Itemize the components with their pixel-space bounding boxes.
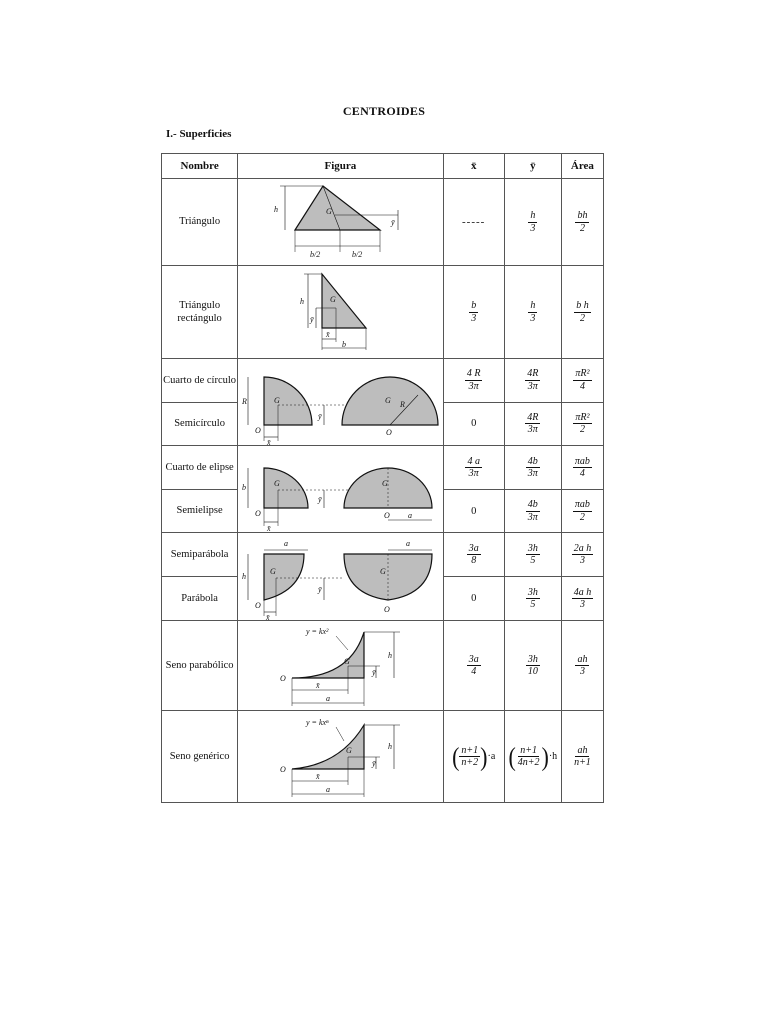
x-bar-numerator: n+1 xyxy=(461,744,479,756)
label-a-parabola: a xyxy=(406,538,411,548)
area-numerator: πab xyxy=(574,499,590,510)
row-y-bar xyxy=(504,266,561,359)
header-area: Área xyxy=(561,154,603,179)
ellipse-figure xyxy=(238,446,443,533)
area-denominator: 3 xyxy=(579,599,585,610)
area-numerator: ah xyxy=(577,744,588,756)
label-g: G xyxy=(270,566,277,576)
label-r: R xyxy=(242,397,248,406)
right-paren: ) xyxy=(541,740,549,771)
y-bar-suffix: ·h xyxy=(548,751,558,762)
label-y-bar: ȳ xyxy=(391,218,395,227)
label-x-bar: x̄ xyxy=(316,771,320,781)
area-numerator: b h xyxy=(576,300,589,311)
x-bar-numerator: 3a xyxy=(468,542,479,554)
y-bar-denominator: 3 xyxy=(530,312,536,324)
label-g: G xyxy=(330,295,337,304)
y-bar-numerator: h xyxy=(530,300,536,311)
parabolic-spandrel-figure xyxy=(238,621,443,711)
centroids-table xyxy=(161,153,604,803)
area-denominator: 4 xyxy=(579,468,585,479)
label-x-bar: x̄ xyxy=(316,680,320,690)
parabolic-spandrel-diagram xyxy=(240,622,440,710)
row-y-bar xyxy=(504,402,561,446)
row-name: Parábola xyxy=(162,577,238,621)
area-denominator: 2 xyxy=(579,222,585,234)
row-area xyxy=(561,402,603,446)
row-y-bar xyxy=(504,577,561,621)
triangle-figure xyxy=(238,179,443,266)
y-bar-numerator: 3h xyxy=(527,586,538,598)
label-g: G xyxy=(326,207,333,216)
table-row xyxy=(162,711,604,803)
table-row xyxy=(162,621,604,711)
label-x-bar: x̄ xyxy=(266,612,270,620)
x-bar-suffix: ·a xyxy=(487,751,496,762)
x-bar-denominator: 8 xyxy=(471,555,477,566)
row-area xyxy=(561,577,603,621)
row-y-bar xyxy=(504,533,561,577)
label-y-bar: ȳ xyxy=(372,667,376,677)
triangle-diagram xyxy=(240,180,440,264)
row-x-bar xyxy=(443,711,504,803)
label-o-semicircle: O xyxy=(386,428,393,437)
area-denominator: 2 xyxy=(579,511,585,523)
y-bar-numerator: 4b xyxy=(527,499,538,510)
row-y-bar xyxy=(504,711,561,803)
label-o: O xyxy=(280,673,287,683)
row-name: Seno genérico xyxy=(162,711,238,803)
label-curve-parabolic: y = kx² xyxy=(306,626,329,636)
label-a: a xyxy=(326,693,331,703)
y-bar-numerator: 4R xyxy=(527,411,539,423)
row-y-bar xyxy=(504,621,561,711)
label-g: G xyxy=(346,745,353,755)
y-bar-denominator: 3π xyxy=(527,380,538,392)
row-name: Triángulo rectángulo xyxy=(162,266,238,359)
label-y-bar: ȳ xyxy=(318,495,322,504)
label-curve-generic: y = kxⁿ xyxy=(306,717,329,727)
area-numerator: πab xyxy=(574,455,590,467)
row-area xyxy=(561,266,603,359)
area-numerator: πR² xyxy=(575,368,590,380)
label-h: h xyxy=(388,650,393,660)
label-b: b xyxy=(342,340,347,349)
label-g: G xyxy=(274,479,281,488)
left-paren: ( xyxy=(508,740,516,771)
right-triangle-figure xyxy=(238,266,443,359)
label-g: G xyxy=(344,656,351,666)
x-bar-value: 0 xyxy=(471,418,477,430)
label-b-half-left: b/2 xyxy=(310,250,321,259)
table-header-row xyxy=(162,154,604,179)
y-bar-numerator: n+1 xyxy=(520,744,538,756)
ellipse-diagram xyxy=(240,446,440,532)
table-row xyxy=(162,446,604,490)
area-numerator: πR² xyxy=(575,411,590,423)
label-y-bar: ȳ xyxy=(318,584,322,594)
area-numerator: ah xyxy=(577,653,588,665)
row-x-bar xyxy=(443,533,504,577)
header-x-bar: x̄ xyxy=(443,154,504,179)
row-name: Semielipse xyxy=(162,490,238,533)
row-y-bar xyxy=(504,179,561,266)
row-name: Cuarto de círculo xyxy=(162,359,238,403)
label-a: a xyxy=(284,538,289,548)
label-h: h xyxy=(242,571,247,581)
label-a: a xyxy=(408,511,413,520)
left-paren: ( xyxy=(452,740,460,771)
row-x-bar xyxy=(443,179,504,266)
page-title: CENTROIDES xyxy=(342,104,426,118)
label-o: O xyxy=(255,509,262,518)
table-row xyxy=(162,533,604,577)
label-o: O xyxy=(255,600,262,610)
row-y-bar xyxy=(504,490,561,533)
row-x-bar xyxy=(443,402,504,446)
y-bar-denominator: 5 xyxy=(530,599,536,610)
area-denominator: 4 xyxy=(579,380,585,392)
row-x-bar xyxy=(443,266,504,359)
area-denominator: 3 xyxy=(579,666,585,677)
label-g-parabola: G xyxy=(380,566,387,576)
row-area xyxy=(561,179,603,266)
y-bar-denominator: 3π xyxy=(527,424,538,436)
area-numerator: 2a h xyxy=(573,542,592,554)
y-bar-denominator: 4n+2 xyxy=(517,757,540,768)
row-area xyxy=(561,359,603,403)
row-y-bar xyxy=(504,359,561,403)
area-numerator: 4a h xyxy=(573,586,592,598)
row-x-bar xyxy=(443,577,504,621)
label-h: h xyxy=(274,205,279,214)
parabola-diagram xyxy=(240,534,440,620)
area-numerator: bh xyxy=(577,210,588,221)
label-y-bar: ȳ xyxy=(318,412,322,421)
header-y-bar: ȳ xyxy=(504,154,561,179)
row-area xyxy=(561,446,603,490)
parabola-figure xyxy=(238,533,443,621)
y-bar-numerator: h xyxy=(530,210,536,221)
row-x-bar xyxy=(443,490,504,533)
label-y-bar: ȳ xyxy=(310,315,314,324)
x-bar-denominator: 3π xyxy=(468,380,479,392)
row-name: Semicírculo xyxy=(162,402,238,446)
row-y-bar xyxy=(504,446,561,490)
area-denominator: 3 xyxy=(579,555,585,566)
y-bar-numerator: 3h xyxy=(527,542,538,554)
right-triangle-diagram xyxy=(240,268,440,356)
x-bar-numerator: 4 R xyxy=(466,368,481,380)
label-b-half-right: b/2 xyxy=(352,250,363,259)
row-area xyxy=(561,533,603,577)
y-bar-denominator: 3 xyxy=(530,222,536,234)
label-h: h xyxy=(388,741,393,751)
area-denominator: 2 xyxy=(579,424,585,436)
row-x-bar xyxy=(443,359,504,403)
y-bar-denominator: 5 xyxy=(530,555,536,566)
y-bar-denominator: 3π xyxy=(527,511,538,523)
label-g-semicircle: G xyxy=(385,396,392,405)
generic-spandrel-figure xyxy=(238,711,443,803)
row-x-bar xyxy=(443,621,504,711)
generic-spandrel-diagram xyxy=(240,713,440,801)
x-bar-denominator: 3π xyxy=(468,468,479,479)
x-bar-denominator: 3 xyxy=(471,312,477,324)
y-bar-denominator: 3π xyxy=(527,468,538,479)
header-nombre: Nombre xyxy=(162,154,238,179)
x-bar-numerator: 3a xyxy=(468,653,479,665)
table-row xyxy=(162,266,604,359)
y-bar-numerator: 4R xyxy=(527,368,539,380)
circle-diagram xyxy=(240,359,440,445)
centroids-table-wrapper xyxy=(161,153,604,803)
x-bar-value: 0 xyxy=(471,505,477,517)
row-area xyxy=(561,711,603,803)
row-x-bar xyxy=(443,446,504,490)
circle-figure xyxy=(238,359,443,446)
x-bar-value: ----- xyxy=(462,216,486,228)
area-denominator: n+1 xyxy=(574,757,591,768)
row-area xyxy=(561,490,603,533)
label-y-bar: ȳ xyxy=(372,758,376,768)
x-bar-denominator: n+2 xyxy=(461,757,479,768)
label-o-semiellipse: O xyxy=(384,511,391,520)
right-paren: ) xyxy=(480,740,488,771)
label-r-semicircle: R xyxy=(400,400,406,409)
label-o: O xyxy=(255,426,262,435)
x-bar-numerator: 4 a xyxy=(467,455,480,467)
label-x-bar: x̄ xyxy=(267,524,271,532)
label-o: O xyxy=(280,764,287,774)
row-name: Cuarto de elipse xyxy=(162,446,238,490)
label-g: G xyxy=(274,396,281,405)
label-b: b xyxy=(242,483,247,492)
row-name: Seno parabólico xyxy=(162,621,238,711)
y-bar-denominator: 10 xyxy=(527,666,538,677)
y-bar-numerator: 3h xyxy=(527,653,538,665)
row-name: Semiparábola xyxy=(162,533,238,577)
row-name: Triángulo xyxy=(162,179,238,266)
label-g-semiellipse: G xyxy=(382,479,389,488)
x-bar-denominator: 4 xyxy=(471,666,477,677)
label-x-bar: x̄ xyxy=(326,330,330,339)
label-o-parabola: O xyxy=(384,604,391,614)
label-h: h xyxy=(300,297,305,306)
header-figura: Figura xyxy=(238,154,443,179)
x-bar-value: 0 xyxy=(471,593,477,604)
table-row xyxy=(162,179,604,266)
label-x-bar: x̄ xyxy=(267,438,271,445)
table-row xyxy=(162,359,604,403)
area-denominator: 2 xyxy=(579,312,585,324)
y-bar-numerator: 4b xyxy=(527,455,538,467)
label-a: a xyxy=(326,784,331,794)
section-title: I.- Superficies xyxy=(166,128,232,140)
row-area xyxy=(561,621,603,711)
x-bar-numerator: b xyxy=(471,300,477,311)
